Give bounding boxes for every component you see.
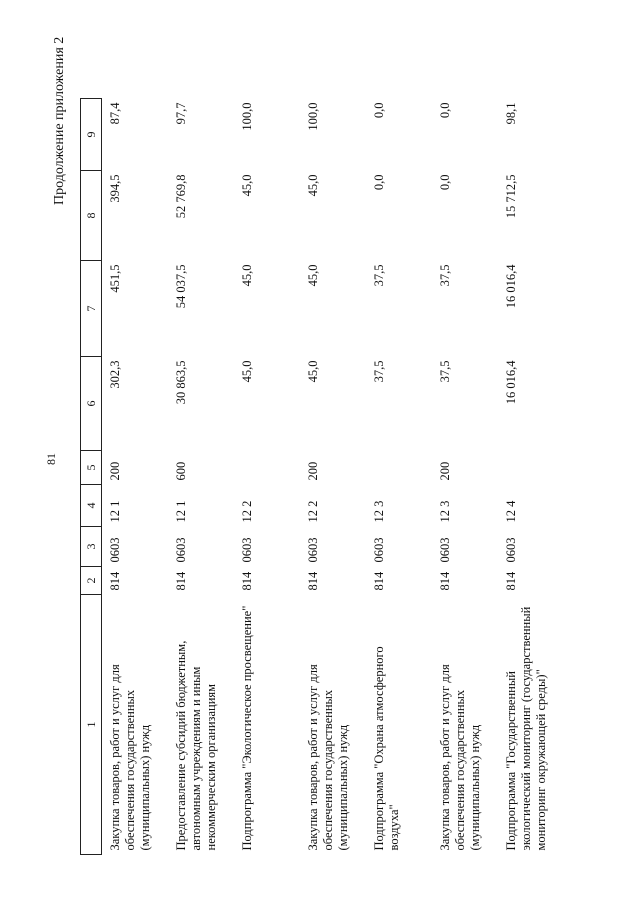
cell-col7: 37,5 — [372, 264, 386, 287]
cell-col9: 100,0 — [240, 102, 254, 131]
cell-ministry: 814 — [438, 571, 452, 591]
header-col-2: 2 — [81, 567, 102, 595]
cell-col9: 0,0 — [372, 102, 386, 119]
cell-col8: 15 712,5 — [504, 174, 518, 219]
cell-expense-type: 200 — [306, 461, 320, 481]
cell-expense-type: 200 — [108, 461, 122, 481]
row-name: Подпрограмма "Государственный экологический мониторинг (государственный мониторинг окружающей среды)" — [504, 606, 548, 851]
cell-col8: 45,0 — [306, 174, 320, 197]
cell-target-article: 12 1 — [174, 500, 188, 523]
cell-col9: 87,4 — [108, 102, 122, 125]
cell-section: 0603 — [306, 537, 320, 563]
table-row — [366, 99, 432, 855]
cell-target-article: 12 4 — [504, 500, 518, 523]
cell-col6: 37,5 — [438, 360, 452, 383]
table-row — [102, 99, 169, 855]
cell-col6: 45,0 — [306, 360, 320, 383]
cell-col8: 52 769,8 — [174, 174, 188, 219]
cell-col6: 30 863,5 — [174, 360, 188, 405]
row-name: Закупка товаров, работ и услуг для обеспечения государственных (муниципальных) нужд — [438, 664, 482, 851]
cell-expense-type: 200 — [438, 461, 452, 481]
row-name: Закупка товаров, работ и услуг для обеспечения государственных (муниципальных) нужд — [108, 664, 152, 851]
cell-target-article: 12 3 — [438, 500, 452, 523]
cell-col7: 54 037,5 — [174, 264, 188, 309]
cell-col8: 45,0 — [240, 174, 254, 197]
budget-table — [80, 98, 564, 855]
cell-ministry: 814 — [306, 571, 320, 591]
cell-col6: 37,5 — [372, 360, 386, 383]
cell-target-article: 12 2 — [306, 500, 320, 523]
header-col-9: 9 — [81, 99, 102, 171]
header-col-6: 6 — [81, 357, 102, 451]
continuation-label: Продолжение приложения 2 — [52, 36, 67, 205]
cell-expense-type — [366, 451, 432, 485]
row-name: Закупка товаров, работ и услуг для обеспечения государственных (муниципальных) нужд — [306, 664, 350, 851]
cell-section: 0603 — [438, 537, 452, 563]
cell-section: 0603 — [108, 537, 122, 563]
cell-col8: 0,0 — [372, 174, 386, 191]
cell-target-article: 12 1 — [108, 500, 122, 523]
cell-col7: 45,0 — [240, 264, 254, 287]
cell-ministry: 814 — [240, 571, 254, 591]
cell-col9: 0,0 — [438, 102, 452, 119]
cell-ministry: 814 — [108, 571, 122, 591]
cell-target-article: 12 3 — [372, 500, 386, 523]
cell-col9: 100,0 — [306, 102, 320, 131]
row-name: Подпрограмма "Охрана атмосферного воздуха" — [372, 646, 401, 851]
cell-section: 0603 — [174, 537, 188, 563]
cell-ministry: 814 — [174, 571, 188, 591]
cell-col9: 98,1 — [504, 102, 518, 125]
cell-col7: 451,5 — [108, 264, 122, 293]
cell-section: 0603 — [240, 537, 254, 563]
cell-col6: 45,0 — [240, 360, 254, 383]
cell-ministry: 814 — [372, 571, 386, 591]
page-number: 81 — [44, 453, 58, 465]
cell-expense-type: 600 — [174, 461, 188, 481]
cell-expense-type — [498, 451, 564, 485]
cell-section: 0603 — [372, 537, 386, 563]
table-row — [168, 99, 234, 855]
header-col-8: 8 — [81, 171, 102, 261]
header-col-1: 1 — [81, 595, 102, 855]
cell-ministry: 814 — [504, 571, 518, 591]
cell-col7: 16 016,4 — [504, 264, 518, 309]
table-row — [234, 99, 300, 855]
header-col-4: 4 — [81, 485, 102, 527]
header-col-7: 7 — [81, 261, 102, 357]
cell-col8: 394,5 — [108, 174, 122, 203]
cell-target-article: 12 2 — [240, 500, 254, 523]
header-col-3: 3 — [81, 527, 102, 567]
cell-col6: 16 016,4 — [504, 360, 518, 405]
cell-col7: 37,5 — [438, 264, 452, 287]
header-col-5: 5 — [81, 451, 102, 485]
cell-col9: 97,7 — [174, 102, 188, 125]
cell-col6: 302,3 — [108, 360, 122, 389]
row-name: Подпрограмма "Экологическое просвещение" — [240, 605, 254, 851]
row-name: Предоставление субсидий бюджетным, автономным учреждениям и иным некоммерческим организациям — [174, 640, 218, 851]
table-row — [432, 99, 498, 855]
table-row — [300, 99, 366, 855]
header-row — [81, 99, 102, 855]
cell-section: 0603 — [504, 537, 518, 563]
cell-col7: 45,0 — [306, 264, 320, 287]
cell-col8: 0,0 — [438, 174, 452, 191]
cell-expense-type — [234, 451, 300, 485]
table-row — [498, 99, 564, 855]
